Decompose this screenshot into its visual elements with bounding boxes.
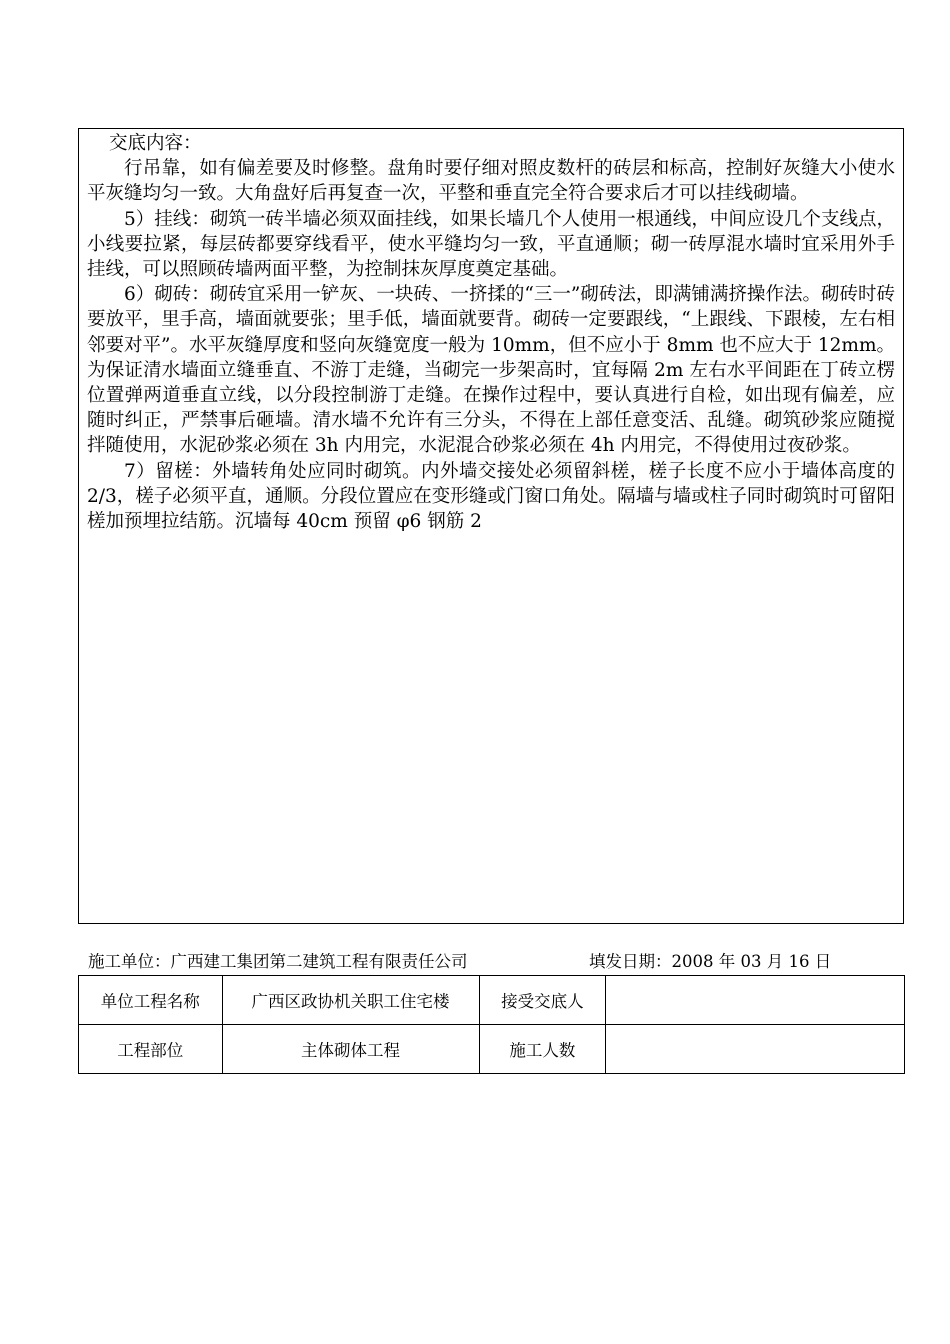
project-info-table <box>78 975 905 1074</box>
content-paragraph-continuation: 行吊靠，如有偏差要及时修整。盘角时要仔细对照皮数杆的砖层和标高，控制好灰缝大小使水平灰缝均匀一致。大角盘好后再复查一次，平整和垂直完全符合要求后才可以挂线砌墙。 <box>87 158 895 205</box>
content-paragraph-bricklaying: 6）砌砖：砌砖宜采用一铲灰、一块砖、一挤揉的“三一”砌砖法，即满铺满挤操作法。砌砖时砖要放平，里手高，墙面就要张；里手低，墙面就要背。砌砖一定要跟线，“上跟线、下跟棱，左右相邻要对平”。水平灰缝厚度和竖向灰缝宽度一般为 10mm，但不应小于 8mm 也不应大于 12mm。为保证清水墙面立缝垂直、不游丁走缝，当砌完一步架高时，宜每隔 2m 左右水平间距在丁砖立楞位置弹两道垂直立线，以分段控制游丁走缝。在操作过程中，要认真进行自检，如出现有偏差，应随时纠正，严禁事后砸墙。清水墙不允许有三分头，不得在上部任意变活、乱缝。砌筑砂浆应随搅拌随使用，水泥砂浆必须在 3h 内用完，水泥混合砂浆必须在 4h 内用完，不得使用过夜砂浆。 <box>87 284 895 457</box>
content-paragraph-toothing: 7）留槎：外墙转角处应同时砌筑。内外墙交接处必须留斜槎，槎子长度不应小于墙体高度的 2/3，槎子必须平直，通顺。分段位置应在变形缝或门窗口角处。隔墙与墙或柱子同时砌筑时可留阳槎加预埋拉结筋。沉墙每 40cm 预留 φ6 钢筋 2 <box>87 460 895 533</box>
content-paragraph-string-lining: 5）挂线：砌筑一砖半墙必须双面挂线，如果长墙几个人使用一根通线，中间应设几个支线点，小线要拉紧，每层砖都要穿线看平，使水平缝均匀一致，平直通顺；砌一砖厚混水墙时宜采用外手挂线，可以照顾砖墙两面平整，为控制抹灰厚度奠定基础。 <box>87 208 895 281</box>
disclosure-content-box <box>78 128 904 924</box>
recipient-value[interactable] <box>606 976 905 1025</box>
project-part-label: 工程部位 <box>79 1025 223 1074</box>
project-name-label: 单位工程名称 <box>79 976 223 1025</box>
table-row <box>79 1025 905 1074</box>
project-part-value: 主体砌体工程 <box>222 1025 479 1074</box>
table-row <box>79 976 905 1025</box>
worker-count-value[interactable] <box>606 1025 905 1074</box>
project-name-value: 广西区政协机关职工住宅楼 <box>222 976 479 1025</box>
issue-date: 填发日期：2008 年 03 月 16 日 <box>589 952 832 971</box>
worker-count-label: 施工人数 <box>479 1025 606 1074</box>
content-heading: 交底内容： <box>109 133 202 154</box>
recipient-label: 接受交底人 <box>479 976 606 1025</box>
construction-unit: 施工单位：广西建工集团第二建筑工程有限责任公司 <box>88 952 468 971</box>
